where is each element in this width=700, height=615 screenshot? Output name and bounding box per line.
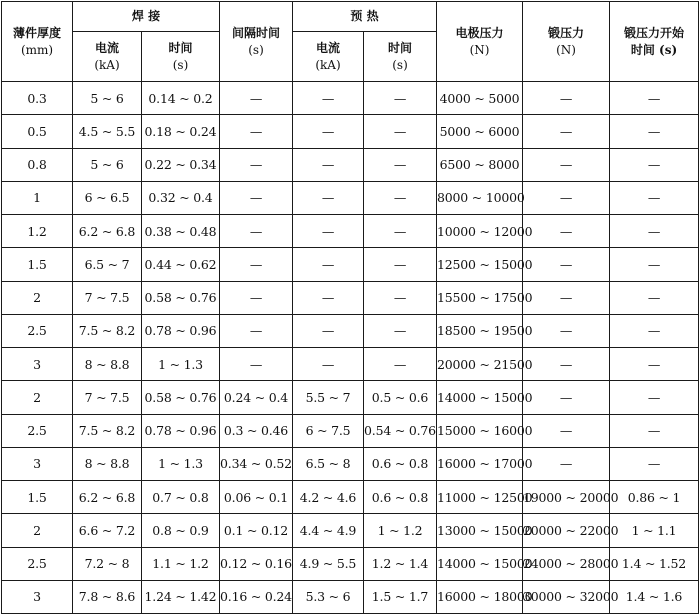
cell-forging-start-time: — (610, 82, 699, 115)
cell-welding-current: 6.2 ~ 6.8 (73, 215, 142, 248)
cell-welding-time: 1 ~ 1.3 (142, 348, 220, 381)
cell-preheat-time: — (364, 215, 437, 248)
cell-thickness: 1.5 (2, 481, 73, 514)
cell-welding-current: 6.2 ~ 6.8 (73, 481, 142, 514)
cell-forging-start-time: — (610, 447, 699, 480)
cell-welding-current: 8 ~ 8.8 (73, 447, 142, 480)
cell-forging-start-time: — (610, 381, 699, 414)
cell-forging-start-time: 1 ~ 1.1 (610, 514, 699, 547)
cell-preheat-current: — (293, 314, 364, 347)
cell-electrode-force: 10000 ~ 12000 (437, 215, 523, 248)
cell-welding-current: 7.5 ~ 8.2 (73, 414, 142, 447)
cell-preheat-time: — (364, 281, 437, 314)
cell-forging-force: 19000 ~ 20000 (523, 481, 610, 514)
cell-electrode-force: 13000 ~ 15000 (437, 514, 523, 547)
cell-preheat-current: — (293, 82, 364, 115)
cell-preheat-time: — (364, 314, 437, 347)
cell-electrode-force: 14000 ~ 15000 (437, 547, 523, 580)
cell-interval-time: — (220, 248, 293, 281)
cell-welding-current: 7.2 ~ 8 (73, 547, 142, 580)
header-interval-time-label: 间隔时间 (231, 25, 280, 40)
cell-preheat-time: 0.6 ~ 0.8 (364, 447, 437, 480)
header-welding-time (142, 32, 220, 82)
cell-welding-time: 0.38 ~ 0.48 (142, 215, 220, 248)
header-preheat-current (293, 32, 364, 82)
cell-electrode-force: 14000 ~ 15000 (437, 381, 523, 414)
cell-forging-start-time: — (610, 248, 699, 281)
cell-interval-time: 0.3 ~ 0.46 (220, 414, 293, 447)
cell-electrode-force: 15000 ~ 16000 (437, 414, 523, 447)
cell-forging-start-time: — (610, 314, 699, 347)
header-welding-current-unit: (kA) (94, 57, 120, 72)
cell-electrode-force: 16000 ~ 17000 (437, 447, 523, 480)
cell-forging-force: — (523, 215, 610, 248)
cell-welding-current: 6.6 ~ 7.2 (73, 514, 142, 547)
cell-thickness: 2 (2, 381, 73, 414)
cell-forging-start-time: 0.86 ~ 1 (610, 481, 699, 514)
cell-welding-time: 0.58 ~ 0.76 (142, 281, 220, 314)
cell-welding-current: 7.8 ~ 8.6 (73, 580, 142, 613)
cell-welding-time: 0.18 ~ 0.24 (142, 115, 220, 148)
cell-welding-time: 0.14 ~ 0.2 (142, 82, 220, 115)
cell-forging-start-time: 1.4 ~ 1.52 (610, 547, 699, 580)
cell-preheat-current: — (293, 348, 364, 381)
header-forging-start-label: 锻压力开始 (623, 25, 684, 40)
cell-preheat-current: 6 ~ 7.5 (293, 414, 364, 447)
cell-thickness: 2.5 (2, 414, 73, 447)
cell-preheat-current: — (293, 181, 364, 214)
cell-forging-force: — (523, 281, 610, 314)
cell-forging-start-time: — (610, 181, 699, 214)
cell-thickness: 3 (2, 348, 73, 381)
cell-electrode-force: 16000 ~ 18000 (437, 580, 523, 613)
cell-preheat-time: 1 ~ 1.2 (364, 514, 437, 547)
header-preheat-time-unit: (s) (392, 57, 408, 72)
cell-welding-current: 7 ~ 7.5 (73, 381, 142, 414)
table-row (2, 82, 699, 115)
cell-forging-start-time: — (610, 348, 699, 381)
cell-thickness: 2 (2, 514, 73, 547)
table-row (2, 414, 699, 447)
table-row (2, 580, 699, 613)
welding-parameters-table (1, 1, 699, 614)
cell-preheat-time: — (364, 115, 437, 148)
cell-welding-time: 0.78 ~ 0.96 (142, 314, 220, 347)
header-preheat-time-label: 时间 (387, 40, 412, 55)
cell-welding-time: 0.7 ~ 0.8 (142, 481, 220, 514)
cell-preheat-current: 4.9 ~ 5.5 (293, 547, 364, 580)
cell-preheat-current: 4.2 ~ 4.6 (293, 481, 364, 514)
cell-preheat-current: — (293, 248, 364, 281)
cell-preheat-time: 0.54 ~ 0.76 (364, 414, 437, 447)
header-preheat-time (364, 32, 437, 82)
cell-welding-current: 6.5 ~ 7 (73, 248, 142, 281)
cell-thickness: 2 (2, 281, 73, 314)
table-row (2, 314, 699, 347)
table-row (2, 481, 699, 514)
table-row (2, 547, 699, 580)
table-row (2, 215, 699, 248)
cell-preheat-time: 1.2 ~ 1.4 (364, 547, 437, 580)
cell-interval-time: — (220, 215, 293, 248)
cell-welding-current: 6 ~ 6.5 (73, 181, 142, 214)
cell-forging-force: — (523, 115, 610, 148)
cell-electrode-force: 20000 ~ 21500 (437, 348, 523, 381)
cell-interval-time: 0.12 ~ 0.16 (220, 547, 293, 580)
cell-interval-time: — (220, 314, 293, 347)
cell-forging-force: — (523, 181, 610, 214)
cell-preheat-current: 5.5 ~ 7 (293, 381, 364, 414)
cell-preheat-current: — (293, 148, 364, 181)
cell-welding-current: 4.5 ~ 5.5 (73, 115, 142, 148)
header-forging-force-unit: (N) (556, 42, 576, 57)
header-interval-time (220, 2, 293, 82)
cell-welding-time: 0.32 ~ 0.4 (142, 181, 220, 214)
cell-forging-start-time: — (610, 115, 699, 148)
cell-preheat-time: 1.5 ~ 1.7 (364, 580, 437, 613)
cell-interval-time: 0.24 ~ 0.4 (220, 381, 293, 414)
table-row (2, 248, 699, 281)
cell-preheat-current: — (293, 281, 364, 314)
cell-preheat-time: — (364, 348, 437, 381)
header-forging-start-time (610, 2, 699, 82)
cell-thickness: 0.5 (2, 115, 73, 148)
header-thickness-label: 薄件厚度 (12, 25, 61, 40)
cell-welding-time: 1 ~ 1.3 (142, 447, 220, 480)
header-thickness (2, 2, 73, 82)
cell-preheat-current: — (293, 215, 364, 248)
cell-preheat-time: — (364, 181, 437, 214)
cell-welding-current: 7 ~ 7.5 (73, 281, 142, 314)
cell-thickness: 0.8 (2, 148, 73, 181)
cell-electrode-force: 5000 ~ 6000 (437, 115, 523, 148)
header-preheat-current-unit: (kA) (315, 57, 341, 72)
cell-welding-current: 8 ~ 8.8 (73, 348, 142, 381)
header-electrode-force (437, 2, 523, 82)
table-row (2, 381, 699, 414)
header-interval-time-unit: (s) (248, 42, 264, 57)
cell-forging-force: 24000 ~ 28000 (523, 547, 610, 580)
header-forging-start-unit: 时间 (s) (630, 42, 678, 57)
cell-electrode-force: 6500 ~ 8000 (437, 148, 523, 181)
cell-welding-current: 5 ~ 6 (73, 82, 142, 115)
cell-preheat-time: — (364, 82, 437, 115)
cell-thickness: 2.5 (2, 547, 73, 580)
cell-welding-current: 7.5 ~ 8.2 (73, 314, 142, 347)
cell-electrode-force: 8000 ~ 10000 (437, 181, 523, 214)
cell-welding-time: 0.44 ~ 0.62 (142, 248, 220, 281)
table-row (2, 115, 699, 148)
cell-electrode-force: 4000 ~ 5000 (437, 82, 523, 115)
cell-preheat-current: 6.5 ~ 8 (293, 447, 364, 480)
cell-forging-start-time: 1.4 ~ 1.6 (610, 580, 699, 613)
cell-forging-start-time: — (610, 414, 699, 447)
cell-thickness: 3 (2, 580, 73, 613)
cell-preheat-current: — (293, 115, 364, 148)
cell-interval-time: 0.34 ~ 0.52 (220, 447, 293, 480)
cell-preheat-current: 5.3 ~ 6 (293, 580, 364, 613)
cell-welding-time: 0.8 ~ 0.9 (142, 514, 220, 547)
header-welding-time-unit: (s) (172, 57, 189, 72)
cell-thickness: 1.2 (2, 215, 73, 248)
header-row-top (2, 2, 699, 32)
header-preheat-current-label: 电流 (315, 40, 340, 55)
header-welding-time-label: 时间 (168, 40, 193, 55)
cell-welding-time: 0.22 ~ 0.34 (142, 148, 220, 181)
cell-forging-force: — (523, 82, 610, 115)
header-welding-current-label: 电流 (94, 40, 119, 55)
table-row (2, 447, 699, 480)
cell-interval-time: — (220, 115, 293, 148)
cell-welding-current: 5 ~ 6 (73, 148, 142, 181)
cell-preheat-time: 0.5 ~ 0.6 (364, 381, 437, 414)
table-row (2, 348, 699, 381)
cell-welding-time: 1.1 ~ 1.2 (142, 547, 220, 580)
header-welding-current (73, 32, 142, 82)
cell-preheat-current: 4.4 ~ 4.9 (293, 514, 364, 547)
header-thickness-unit: (mm) (20, 42, 54, 57)
cell-interval-time: — (220, 148, 293, 181)
header-welding: 焊 接 (73, 2, 220, 32)
cell-electrode-force: 12500 ~ 15000 (437, 248, 523, 281)
cell-thickness: 2.5 (2, 314, 73, 347)
cell-forging-start-time: — (610, 281, 699, 314)
header-forging-force-label: 锻压力 (547, 25, 584, 40)
cell-forging-force: 30000 ~ 32000 (523, 580, 610, 613)
cell-interval-time: 0.06 ~ 0.1 (220, 481, 293, 514)
cell-welding-time: 0.78 ~ 0.96 (142, 414, 220, 447)
table-row (2, 514, 699, 547)
cell-preheat-time: — (364, 148, 437, 181)
cell-forging-start-time: — (610, 148, 699, 181)
table-body (2, 82, 699, 614)
cell-interval-time: — (220, 281, 293, 314)
cell-welding-time: 1.24 ~ 1.42 (142, 580, 220, 613)
cell-forging-force: — (523, 248, 610, 281)
header-electrode-force-label: 电极压力 (455, 25, 504, 40)
cell-thickness: 3 (2, 447, 73, 480)
cell-forging-force: — (523, 447, 610, 480)
cell-interval-time: — (220, 181, 293, 214)
cell-forging-start-time: — (610, 215, 699, 248)
cell-forging-force: — (523, 348, 610, 381)
cell-thickness: 1.5 (2, 248, 73, 281)
header-preheat: 预 热 (293, 2, 437, 32)
table-row (2, 181, 699, 214)
cell-preheat-time: — (364, 248, 437, 281)
cell-forging-force: — (523, 148, 610, 181)
cell-forging-force: 20000 ~ 22000 (523, 514, 610, 547)
header-electrode-force-unit: (N) (469, 42, 490, 57)
cell-electrode-force: 11000 ~ 12500 (437, 481, 523, 514)
cell-electrode-force: 15500 ~ 17500 (437, 281, 523, 314)
cell-interval-time: 0.1 ~ 0.12 (220, 514, 293, 547)
cell-interval-time: — (220, 82, 293, 115)
cell-welding-time: 0.58 ~ 0.76 (142, 381, 220, 414)
cell-interval-time: — (220, 348, 293, 381)
cell-electrode-force: 18500 ~ 19500 (437, 314, 523, 347)
cell-thickness: 0.3 (2, 82, 73, 115)
cell-thickness: 1 (2, 181, 73, 214)
cell-forging-force: — (523, 414, 610, 447)
cell-forging-force: — (523, 314, 610, 347)
table-row (2, 281, 699, 314)
cell-preheat-time: 0.6 ~ 0.8 (364, 481, 437, 514)
cell-forging-force: — (523, 381, 610, 414)
header-forging-force (523, 2, 610, 82)
table-row (2, 148, 699, 181)
cell-interval-time: 0.16 ~ 0.24 (220, 580, 293, 613)
